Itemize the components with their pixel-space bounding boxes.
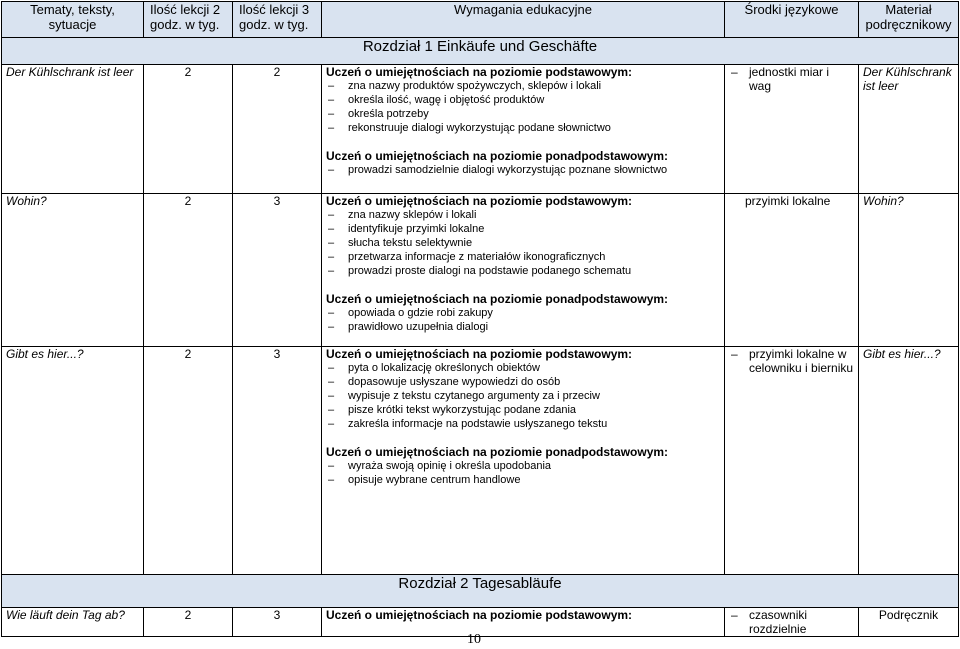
table-row <box>2 194 959 347</box>
hours-2-cell: 2 <box>144 347 233 575</box>
requirements-cell <box>322 194 725 347</box>
language-item: przyimki lokalne <box>745 194 831 208</box>
header-material: Materiał podręcznikowy <box>859 2 959 38</box>
language-cell <box>725 194 859 347</box>
basic-level-label: Uczeń o umiejętnościach na poziomie podstawowym: <box>326 194 633 208</box>
curriculum-table <box>1 1 959 637</box>
basic-list <box>326 79 720 135</box>
list-item: – zakreśla informacje na podstawie usłyszanego tekstu <box>326 417 720 431</box>
language-cell <box>725 347 859 575</box>
hours-2-cell: 2 <box>144 608 233 637</box>
material-cell: Der Kühlschrank ist leer <box>859 65 959 194</box>
table-row <box>2 347 959 575</box>
page-number: 10 <box>467 632 481 647</box>
language-cell <box>725 608 859 637</box>
language-item: – jednostki miar i wag <box>729 65 854 93</box>
requirements-cell <box>322 65 725 194</box>
hours-3-cell: 2 <box>233 65 322 194</box>
advanced-list <box>326 163 720 177</box>
hours-2-cell: 2 <box>144 194 233 347</box>
header-topics: Tematy, teksty, sytuacje <box>2 2 144 38</box>
basic-level-label: Uczeń o umiejętnościach na poziomie podstawowym: <box>326 65 633 79</box>
list-item: – przetwarza informacje z materiałów ikonograficznych <box>326 250 720 264</box>
basic-level-label: Uczeń o umiejętnościach na poziomie podstawowym: <box>326 608 633 622</box>
list-item: – określa ilość, wagę i objętość produktów <box>326 93 720 107</box>
header-row <box>2 2 959 38</box>
language-item: – czasowniki rozdzielnie <box>729 608 854 636</box>
material-cell: Gibt es hier...? <box>859 347 959 575</box>
list-item: – słucha tekstu selektywnie <box>326 236 720 250</box>
hours-3-cell: 3 <box>233 608 322 637</box>
chapter-row <box>2 38 959 65</box>
list-item: – wypisuje z tekstu czytanego argumenty za i przeciw <box>326 389 720 403</box>
requirements-cell <box>322 608 725 637</box>
list-item: – pisze krótki tekst wykorzystując podane zdania <box>326 403 720 417</box>
advanced-list <box>326 459 720 487</box>
topic-cell: Gibt es hier...? <box>2 347 144 575</box>
header-requirements: Wymagania edukacyjne <box>322 2 725 38</box>
list-item: – pyta o lokalizację określonych obiektów <box>326 361 720 375</box>
hours-3-cell: 3 <box>233 194 322 347</box>
basic-list <box>326 361 720 431</box>
header-language: Środki językowe <box>725 2 859 38</box>
material-cell: Podręcznik <box>859 608 959 637</box>
list-item: – wyraża swoją opinię i określa upodobania <box>326 459 720 473</box>
list-item: – opisuje wybrane centrum handlowe <box>326 473 720 487</box>
list-item: – rekonstruuje dialogi wykorzystując podane słownictwo <box>326 121 720 135</box>
language-cell <box>725 65 859 194</box>
hours-3-cell: 3 <box>233 347 322 575</box>
chapter-title: Rozdział 2 Tagesabläufe <box>2 575 959 608</box>
basic-level-label: Uczeń o umiejętnościach na poziomie podstawowym: <box>326 347 633 361</box>
topic-cell: Wie läuft dein Tag ab? <box>2 608 144 637</box>
basic-list <box>326 208 720 278</box>
chapter-title: Rozdział 1 Einkäufe und Geschäfte <box>2 38 959 65</box>
requirements-cell <box>322 347 725 575</box>
list-item: – prowadzi samodzielnie dialogi wykorzystując poznane słownictwo <box>326 163 720 177</box>
list-item: – opowiada o gdzie robi zakupy <box>326 306 720 320</box>
header-hours-3: Ilość lekcji 3 godz. w tyg. <box>233 2 322 38</box>
list-item: – prawidłowo uzupełnia dialogi <box>326 320 720 334</box>
list-item: – zna nazwy sklepów i lokali <box>326 208 720 222</box>
list-item: – dopasowuje usłyszane wypowiedzi do osób <box>326 375 720 389</box>
hours-2-cell: 2 <box>144 65 233 194</box>
advanced-level-label: Uczeń o umiejętnościach na poziomie ponadpodstawowym: <box>326 149 669 163</box>
topic-cell: Wohin? <box>2 194 144 347</box>
list-item: – identyfikuje przyimki lokalne <box>326 222 720 236</box>
header-hours-2: Ilość lekcji 2 godz. w tyg. <box>144 2 233 38</box>
list-item: – określa potrzeby <box>326 107 720 121</box>
advanced-level-label: Uczeń o umiejętnościach na poziomie ponadpodstawowym: <box>326 292 669 306</box>
list-item: – zna nazwy produktów spożywczych, sklepów i lokali <box>326 79 720 93</box>
list-item: – prowadzi proste dialogi na podstawie podanego schematu <box>326 264 720 278</box>
language-item: – przyimki lokalne w celowniku i bierniku <box>729 347 854 375</box>
chapter-row <box>2 575 959 608</box>
table-row <box>2 65 959 194</box>
advanced-level-label: Uczeń o umiejętnościach na poziomie ponadpodstawowym: <box>326 445 669 459</box>
topic-cell: Der Kühlschrank ist leer <box>2 65 144 194</box>
advanced-list <box>326 306 720 334</box>
material-cell: Wohin? <box>859 194 959 347</box>
